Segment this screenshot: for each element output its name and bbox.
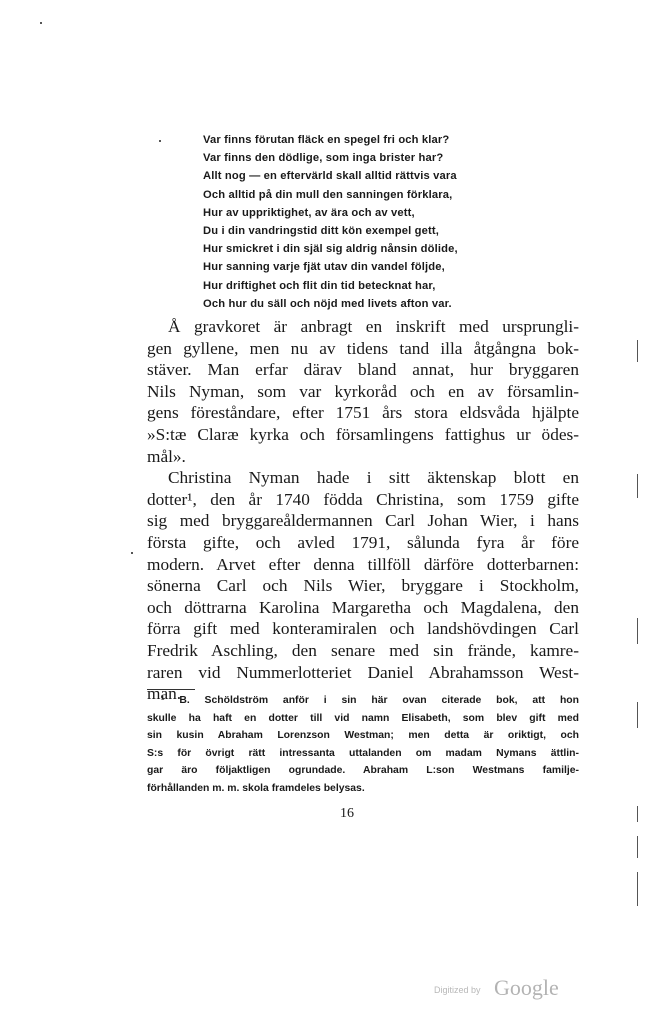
- footnote-line: skulle ha haft en dotter till vid namn Elisabeth, som blev gift med: [147, 712, 579, 724]
- digitized-watermark: [434, 975, 574, 1003]
- prose-line: första gifte, och avled 1791, sålunda fyra år före: [147, 532, 579, 552]
- poem-line: Hur av uppriktighet, av ära och av vett,: [203, 206, 415, 219]
- prose-line: sig med bryggareåldermannen Carl Johan Wier, i hans: [147, 511, 579, 531]
- prose-line: modern. Arvet efter denna tillföll därföre dotterbarnen:: [147, 554, 579, 574]
- footnote: [147, 692, 579, 798]
- footnote-line: förhållanden m. m. skola framdeles belysas.: [147, 782, 365, 794]
- prose-line: förra gift med konteramiralen och landshövdingen Carl: [147, 619, 579, 639]
- poem-line: Hur driftighet och flit din tid betecknat har,: [203, 279, 436, 292]
- watermark-logo: Google: [494, 975, 559, 1000]
- poem-line: Och hur du säll och nöjd med livets afton var.: [203, 297, 452, 310]
- scan-mark: [131, 552, 133, 554]
- scan-mark: [159, 140, 161, 142]
- prose-line: stäver. Man erfar därav bland annat, hur bryggaren: [147, 360, 579, 380]
- scan-mark: [637, 474, 638, 498]
- prose-line: gens föreståndare, efter 1751 års stora eldsvåda hjälpte: [147, 403, 579, 423]
- body-text: [147, 316, 579, 705]
- footnote-line: gar äro följaktligen ogrundade. Abraham L:son Westmans familje-: [147, 765, 579, 777]
- prose-line: raren vid Nummerlotteriet Daniel Abrahamsson West-: [147, 662, 579, 682]
- poem-line: Allt nog — en eftervärld skall alltid rättvis vara: [203, 170, 457, 183]
- scan-mark: [637, 836, 638, 858]
- scan-mark: [637, 872, 638, 906]
- prose-line: Christina Nyman hade i sitt äktenskap blott en: [168, 468, 579, 488]
- poem-line: Var finns förutan fläck en spegel fri och klar?: [203, 134, 450, 146]
- scan-mark: [637, 340, 638, 362]
- footnote-line: S:s för övrigt rätt intressanta uttalanden om madam Nymans ättlin-: [147, 747, 579, 759]
- page-number: 16: [340, 806, 354, 821]
- poem-line: Hur sanning varje fjät utav din vandel följde,: [203, 261, 445, 274]
- poem-line: Hur smickret i din själ sig aldrig nånsin dölide,: [203, 243, 458, 256]
- prose-line: man.: [147, 684, 182, 704]
- prose-line: dotter¹, den år 1740 födda Christina, som 1759 gifte: [147, 489, 579, 509]
- poem-line: Du i din vandringstid ditt kön exempel gett,: [203, 225, 439, 238]
- prose-line: Fredrik Aschling, den senare med sin frände, kamre-: [147, 640, 579, 660]
- watermark-prefix: Digitized by: [434, 985, 481, 995]
- prose-line: Nils Nyman, som var kyrkoråd och en av församlin-: [147, 381, 579, 401]
- poem-line: Var finns den dödlige, som inga brister har?: [203, 152, 444, 165]
- prose-line: mål».: [147, 446, 186, 466]
- poem-line: Och alltid på din mull den sanningen förklara,: [203, 188, 453, 201]
- prose-line: Å gravkoret är anbragt en inskrift med ursprungli-: [168, 317, 579, 336]
- scan-mark: [637, 806, 638, 822]
- prose-line: och döttrarna Karolina Margaretha och Magdalena, den: [147, 597, 579, 617]
- scan-mark: [637, 618, 638, 644]
- poem-block: [203, 131, 533, 313]
- footnote-divider: [147, 689, 195, 690]
- prose-line: gen gyllene, men nu av tidens tand illa åtgångna bok-: [147, 338, 579, 358]
- prose-line: »S:tæ Claræ kyrka och församlingens fattighus ur ödes-: [147, 424, 579, 444]
- prose-line: sönerna Carl och Nils Wier, bryggare i Stockholm,: [147, 576, 579, 596]
- footnote-line: sin kusin Abraham Lorenzson Westman; men detta är oriktigt, och: [147, 730, 579, 742]
- scan-mark: [637, 702, 638, 728]
- scan-mark: [40, 22, 42, 24]
- footnote-line: ¹ B. Schöldström anför i sin här ovan citerade bok, att hon: [161, 695, 579, 706]
